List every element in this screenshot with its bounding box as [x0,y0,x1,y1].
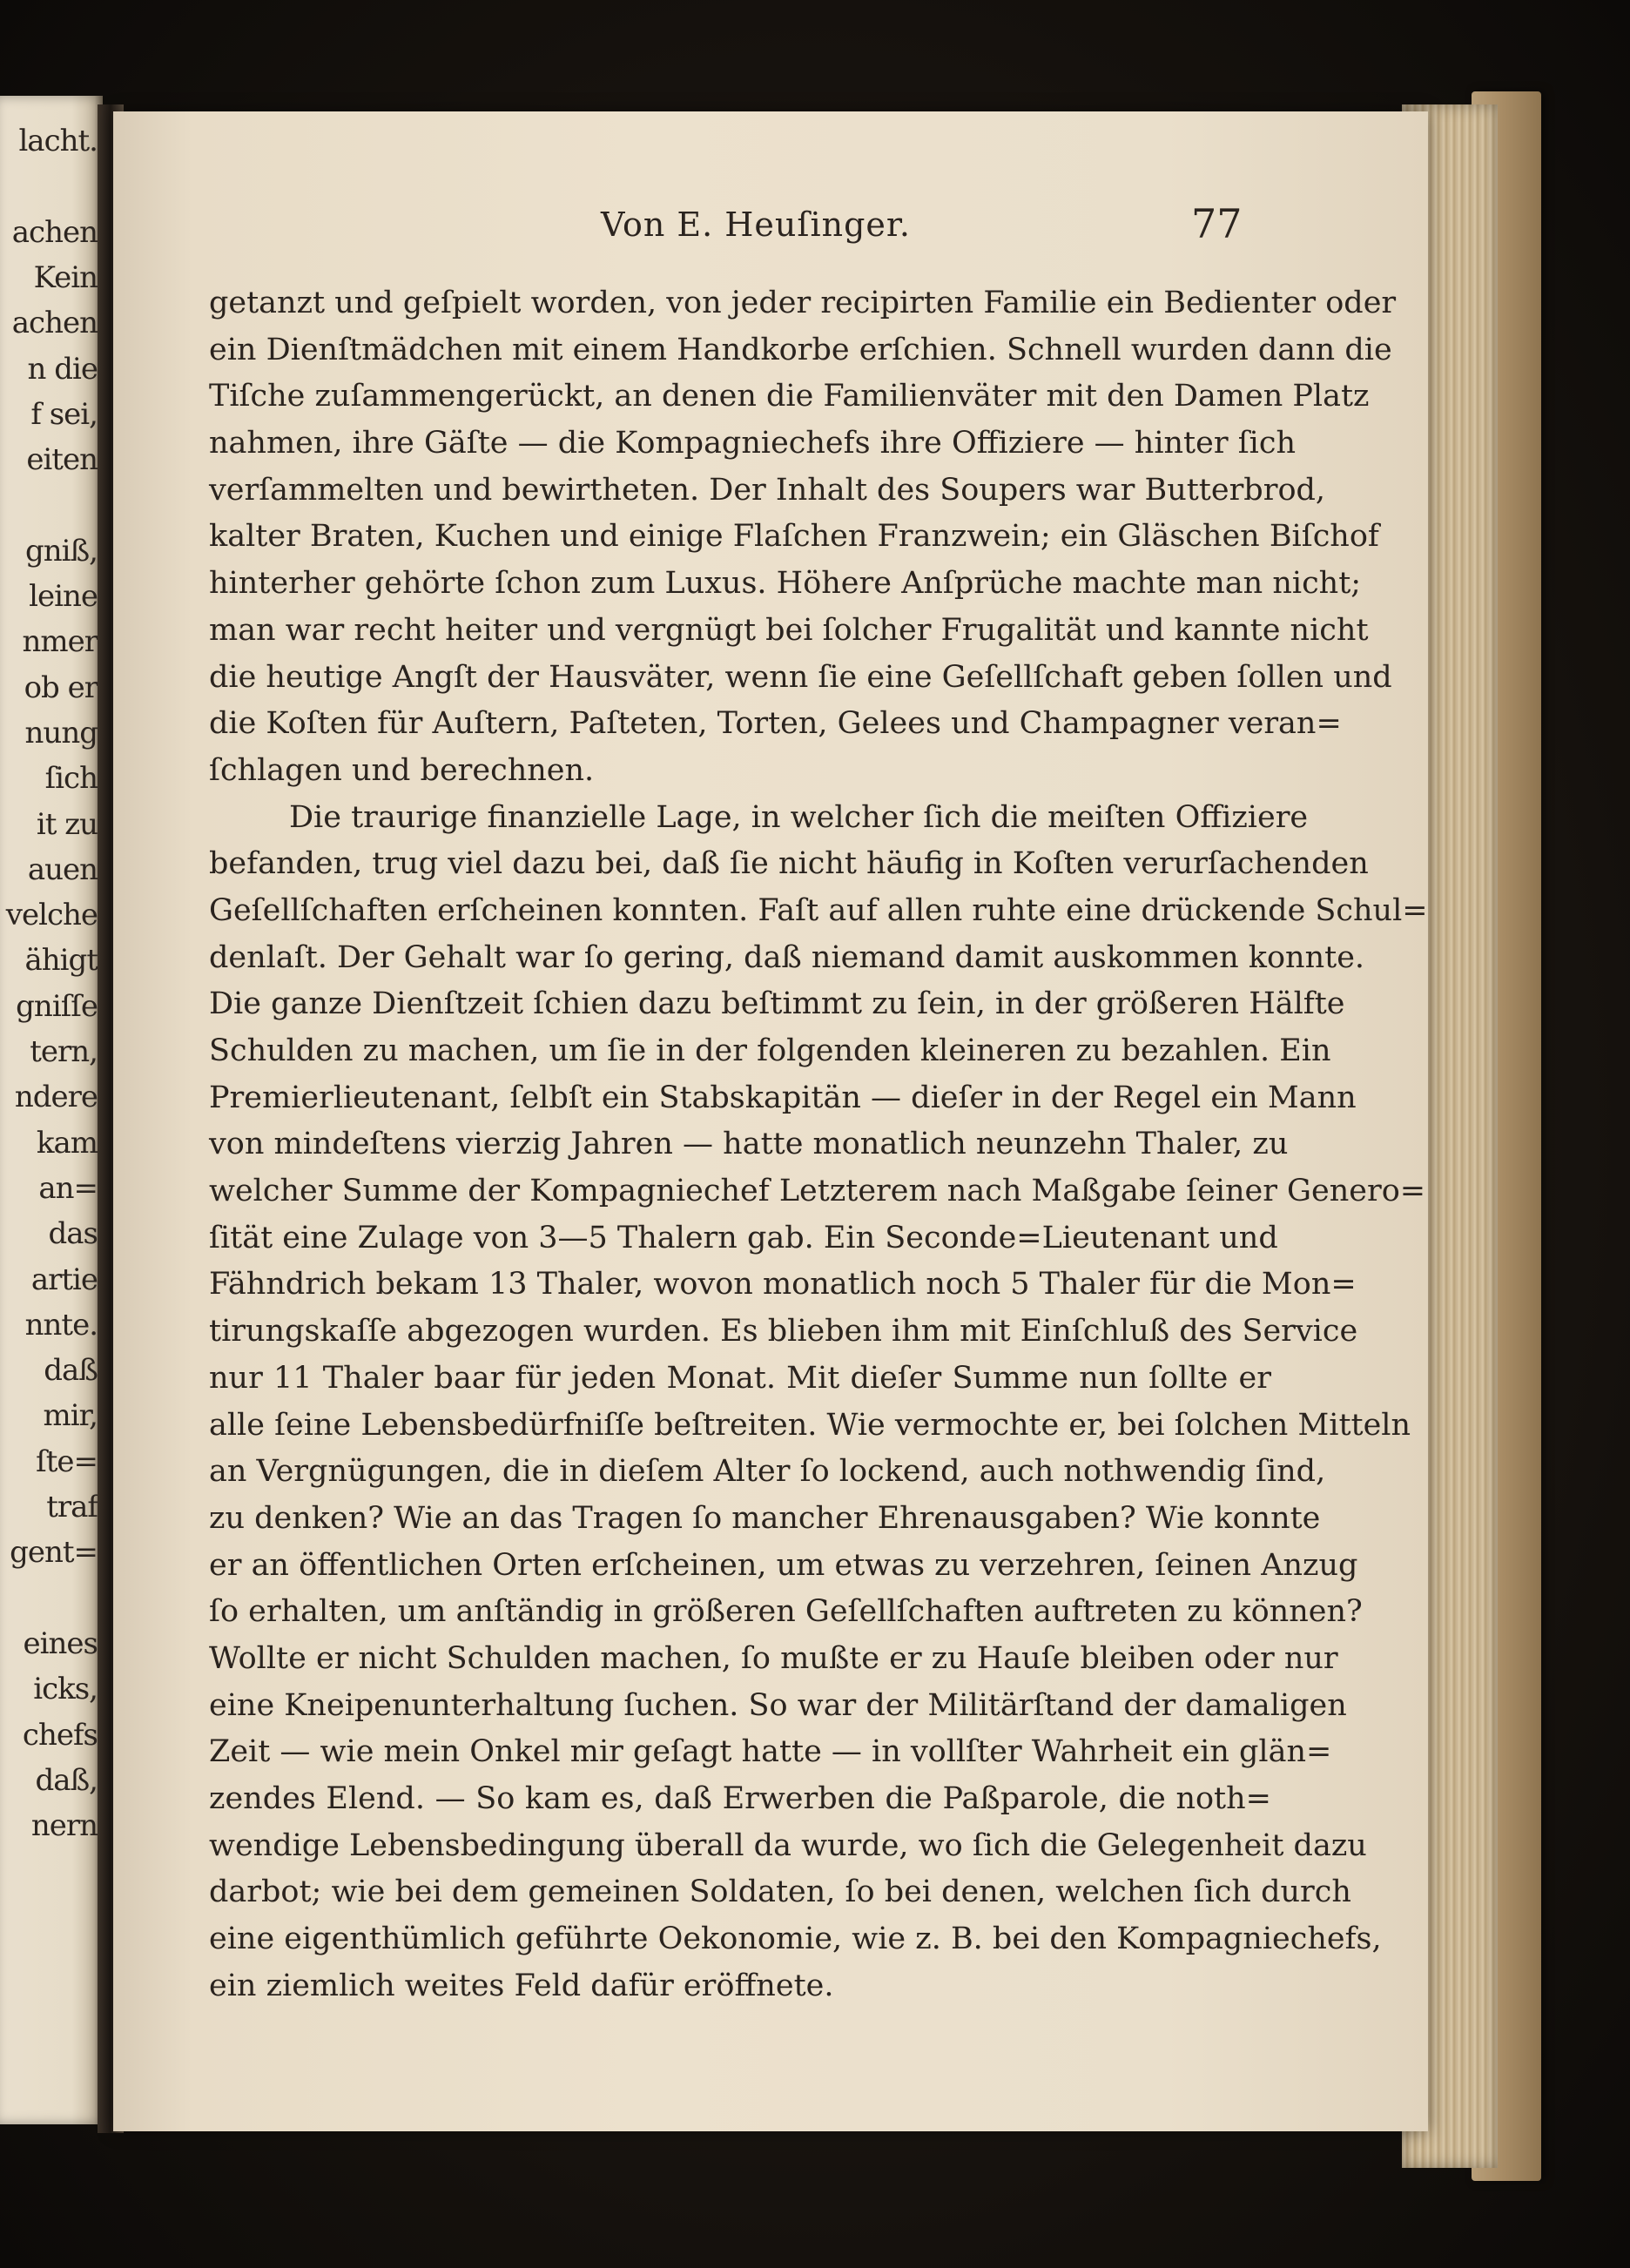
previous-page-fragment: ähigt [24,943,98,979]
previous-page-fragment: daß, [35,1762,98,1798]
text-line: Fähndrich bekam 13 Thaler, wovon monatlich noch 5 Thaler für die Mon= [209,1267,1357,1302]
text-line: eine Kneipenunterhaltung ſuchen. So war der Militärſtand der damaligen [209,1687,1347,1723]
text-line: alle ſeine Lebensbedürfniſſe beſtreiten. Wie vermochte er, bei ſolchen Mitteln [209,1407,1411,1443]
text-line: nur 11 Thaler baar für jeden Monat. Mit dieſer Summe nun ſollte er [209,1360,1271,1396]
text-line: die Koſten für Auſtern, Paſteten, Torten, Gelees und Champagner veran= [209,706,1342,742]
previous-page-fragment: nung [24,715,98,750]
text-line: denlaſt. Der Gehalt war ſo gering, daß niemand damit auskommen konnte. [209,939,1365,975]
previous-page-fragment: it zu [36,806,98,842]
text-line: er an öffentlichen Orten erſcheinen, um etwas zu verzehren, ſeinen Anzug [209,1547,1358,1583]
text-line: Tiſche zuſammengerückt, an denen die Familienväter mit den Damen Platz [209,379,1370,414]
text-line: an Vergnügungen, die in dieſem Alter ſo lockend, auch nothwendig ſind, [209,1454,1326,1490]
previous-page-fragment: f sei, [30,396,98,432]
previous-page-fragment: kam [36,1125,98,1161]
running-title: Von E. Heuſinger. [601,205,911,244]
previous-page-fragment: ob er [24,670,98,705]
previous-page-fragment: gniſſe [16,988,98,1024]
text-line: darbot; wie bei dem gemeinen Soldaten, ſo bei denen, welchen ſich durch [209,1874,1351,1910]
text-line: Schulden zu machen, um ſie in der folgenden kleineren zu bezahlen. Ein [209,1033,1331,1068]
text-line: wendige Lebensbedingung überall da wurde, wo ſich die Gelegenheit dazu [209,1827,1367,1863]
text-line: ſität eine Zulage von 3—5 Thalern gab. Ein Seconde=Lieutenant und [209,1220,1278,1255]
previous-page-fragment: daß [44,1353,98,1389]
previous-page-fragment: velche [5,898,98,933]
previous-page-fragment: nnte. [24,1307,98,1343]
text-line: ſo erhalten, um anſtändig in größeren Geſellſchaften auftreten zu können? [209,1594,1363,1630]
text-line: ſchlagen und berechnen. [209,752,595,788]
previous-page-fragment: eiten [26,442,98,478]
previous-page-fragment: leine [29,579,98,614]
previous-page-fragment: nern [30,1808,98,1844]
previous-page-fragment: tern, [30,1034,98,1069]
text-line: ein ziemlich weites Feld dafür eröffnete. [209,1968,834,2003]
previous-page-fragment: an= [38,1170,98,1206]
previous-page-fragment: n die [27,351,98,387]
text-line: eine eigenthümlich geführte Oekonomie, wie z. B. bei den Kompagniechefs, [209,1921,1382,1957]
text-line: Die ganze Dienſtzeit ſchien dazu beſtimmt zu ſein, in der größeren Hälfte [209,986,1345,1022]
text-line: verſammelten und bewirtheten. Der Inhalt des Soupers war Butterbrod, [209,472,1326,508]
previous-page-fragment: artie [30,1262,98,1297]
book-page [113,111,1428,2131]
previous-page-fragment: mir, [43,1398,98,1434]
text-line: Wollte er nicht Schulden machen, ſo mußte er zu Hauſe bleiben oder nur [209,1640,1338,1676]
previous-page-fragment: nmer [22,624,98,660]
previous-page-fragment: ndere [14,1080,98,1115]
text-line: ein Dienſtmädchen mit einem Handkorbe erſchien. Schnell wurden dann die [209,332,1392,367]
text-line: von mindeſtens vierzig Jahren — hatte monatlich neunzehn Thaler, zu [209,1127,1289,1162]
previous-page [0,96,103,2124]
previous-page-fragment: icks, [33,1672,98,1707]
previous-page-fragment: ſich [44,761,98,797]
text-line: befanden, trug viel dazu bei, daß ſie nicht häufig in Koſten verurſachenden [209,846,1369,882]
page-number: 77 [1191,200,1243,247]
previous-page-fragment: gniß, [24,533,98,569]
previous-page-fragment: das [48,1216,98,1252]
text-line: nahmen, ihre Gäſte — die Kompagniechefs ihre Offiziere — hinter ſich [209,426,1296,461]
text-line: zendes Elend. — So kam es, daß Erwerben die Paßparole, die noth= [209,1781,1271,1816]
previous-page-fragment: gent= [10,1535,98,1571]
text-line: Die traurige finanzielle Lage, in welcher ſich die meiſten Offiziere [289,799,1309,835]
text-line: welcher Summe der Kompagniechef Letzterem nach Maßgabe ſeiner Genero= [209,1174,1426,1209]
previous-page-fragment: eines [23,1625,98,1661]
text-line: tirungskaſſe abgezogen wurden. Es blieben ihm mit Einſchluß des Service [209,1314,1358,1349]
running-head [113,200,1428,258]
body-text [209,280,1428,2009]
text-line: Geſellſchaften erſcheinen konnten. Faſt auf allen ruhte eine drückende Schul= [209,892,1428,928]
text-line: hinterher gehörte ſchon zum Luxus. Höhere Anſprüche machte man nicht; [209,566,1362,602]
previous-page-fragment: chefs [22,1717,98,1753]
previous-page-fragment: achen [11,214,98,250]
text-line: kalter Braten, Kuchen und einige Flaſchen Franzwein; ein Gläschen Biſchof [209,519,1379,555]
previous-page-fragment: auen [27,851,98,887]
text-line: man war recht heiter und vergnügt bei ſolcher Frugalität und kannte nicht [209,612,1369,648]
previous-page-fragment: ſte= [36,1444,98,1479]
previous-page-fragment: lacht. [18,124,98,158]
text-line: getanzt und geſpielt worden, von jeder recipirten Familie ein Bedienter oder [209,286,1397,320]
text-line: Zeit — wie mein Onkel mir geſagt hatte — in vollſter Wahrheit ein glän= [209,1734,1332,1770]
previous-page-fragment: traf [46,1490,98,1524]
previous-page-fragment: achen [11,306,98,341]
text-line: Premierlieutenant, ſelbſt ein Stabskapitän — dieſer in der Regel ein Mann [209,1080,1357,1115]
text-line: die heutige Angſt der Hausväter, wenn ſie eine Geſellſchaft geben ſollen und [209,659,1392,695]
text-line: zu denken? Wie an das Tragen ſo mancher Ehrenausgaben? Wie konnte [209,1500,1321,1536]
previous-page-fragment: Kein [33,259,98,295]
